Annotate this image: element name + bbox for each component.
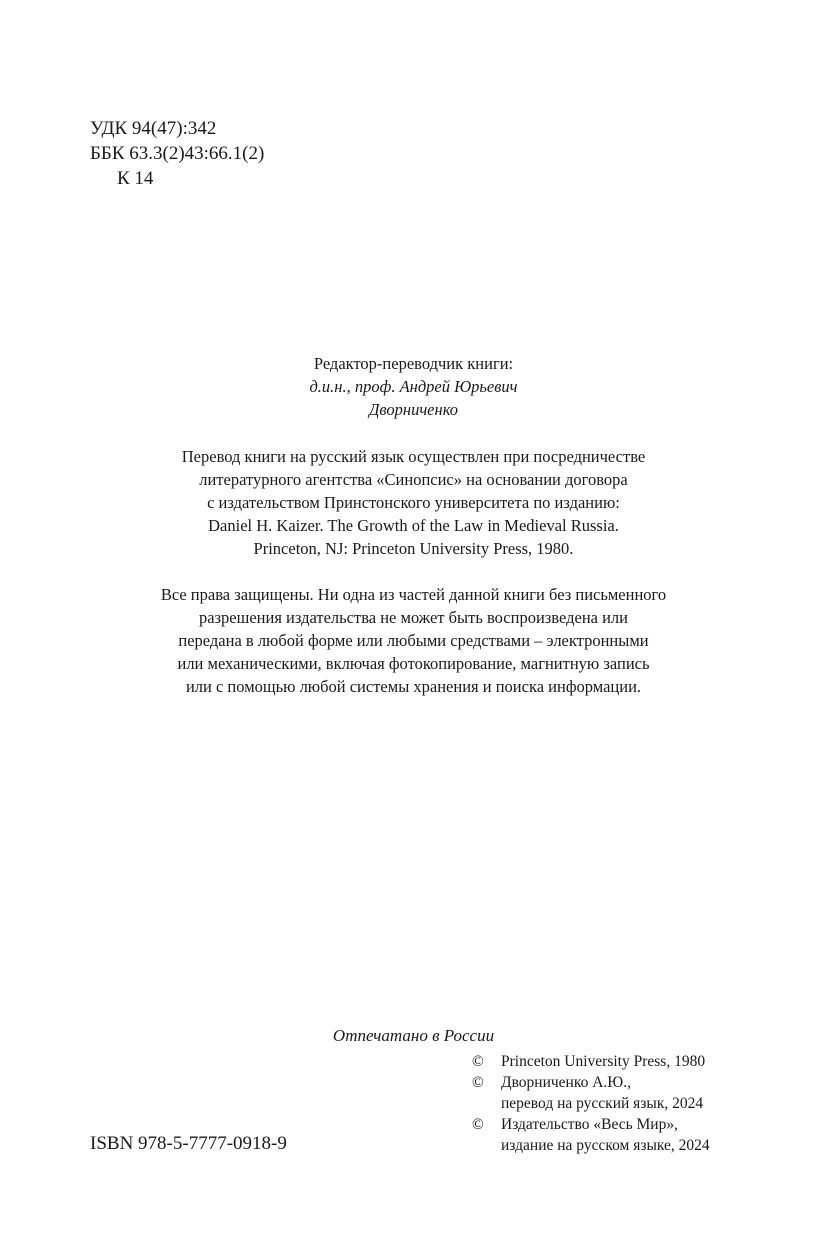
isbn: ISBN 978-5-7777-0918-9: [90, 1133, 287, 1154]
copyright-text: издание на русском языке, 2024: [501, 1137, 710, 1154]
translation-note-line: литературного агентства «Синопсис» на основании договора: [199, 470, 628, 489]
copyright-list: [472, 1051, 710, 1156]
rights-note-line: разрешения издательства не может быть воспроизведена или: [198, 608, 629, 627]
printed-in: Отпечатано в России: [332, 1026, 495, 1045]
editor-role: Редактор-переводчик книги:: [313, 354, 514, 373]
copyright-icon: ©: [472, 1074, 484, 1091]
translation-note-line: с издательством Принстонского университета по изданию:: [207, 493, 620, 512]
rights-note-line: передана в любой форме или любыми средствами – электронными: [178, 631, 649, 650]
editor-name-line: д.и.н., проф. Андрей Юрьевич: [309, 377, 518, 396]
editor-name-line: Дворниченко: [368, 400, 459, 419]
translation-note-line: Daniel H. Kaizer. The Growth of the Law in Medieval Russia.: [208, 516, 619, 535]
copyright-entry: [472, 1051, 710, 1072]
copyright-text: Дворниченко А.Ю.,: [501, 1074, 631, 1091]
copyright-entry: [472, 1072, 710, 1114]
rights-note-line: или с помощью любой системы хранения и поиска информации.: [185, 677, 642, 696]
rights-note-line: или механическими, включая фотокопирование, магнитную запись: [177, 654, 650, 673]
copyright-text: перевод на русский язык, 2024: [501, 1095, 704, 1112]
rights-note-line: Все права защищены. Ни одна из частей данной книги без письменного: [160, 585, 667, 604]
classification-codes: [90, 116, 264, 191]
copyright-text: Издательство «Весь Мир»,: [501, 1116, 678, 1133]
translation-note-line: Princeton, NJ: Princeton University Press, 1980.: [253, 539, 574, 558]
rights-note: [0, 583, 827, 698]
editor-credit: [0, 352, 827, 421]
translation-note-line: Перевод книги на русский язык осуществлен при посредничестве: [181, 447, 646, 466]
copyright-text: Princeton University Press, 1980: [501, 1053, 706, 1070]
copyright-icon: ©: [472, 1053, 484, 1070]
copyright-entry: [472, 1114, 710, 1156]
udk-code: УДК 94(47):342: [90, 118, 217, 139]
translation-note: [0, 445, 827, 560]
author-mark: К 14: [117, 168, 154, 189]
copyright-icon: ©: [472, 1116, 484, 1133]
bbk-code: ББК 63.3(2)43:66.1(2): [90, 143, 265, 164]
